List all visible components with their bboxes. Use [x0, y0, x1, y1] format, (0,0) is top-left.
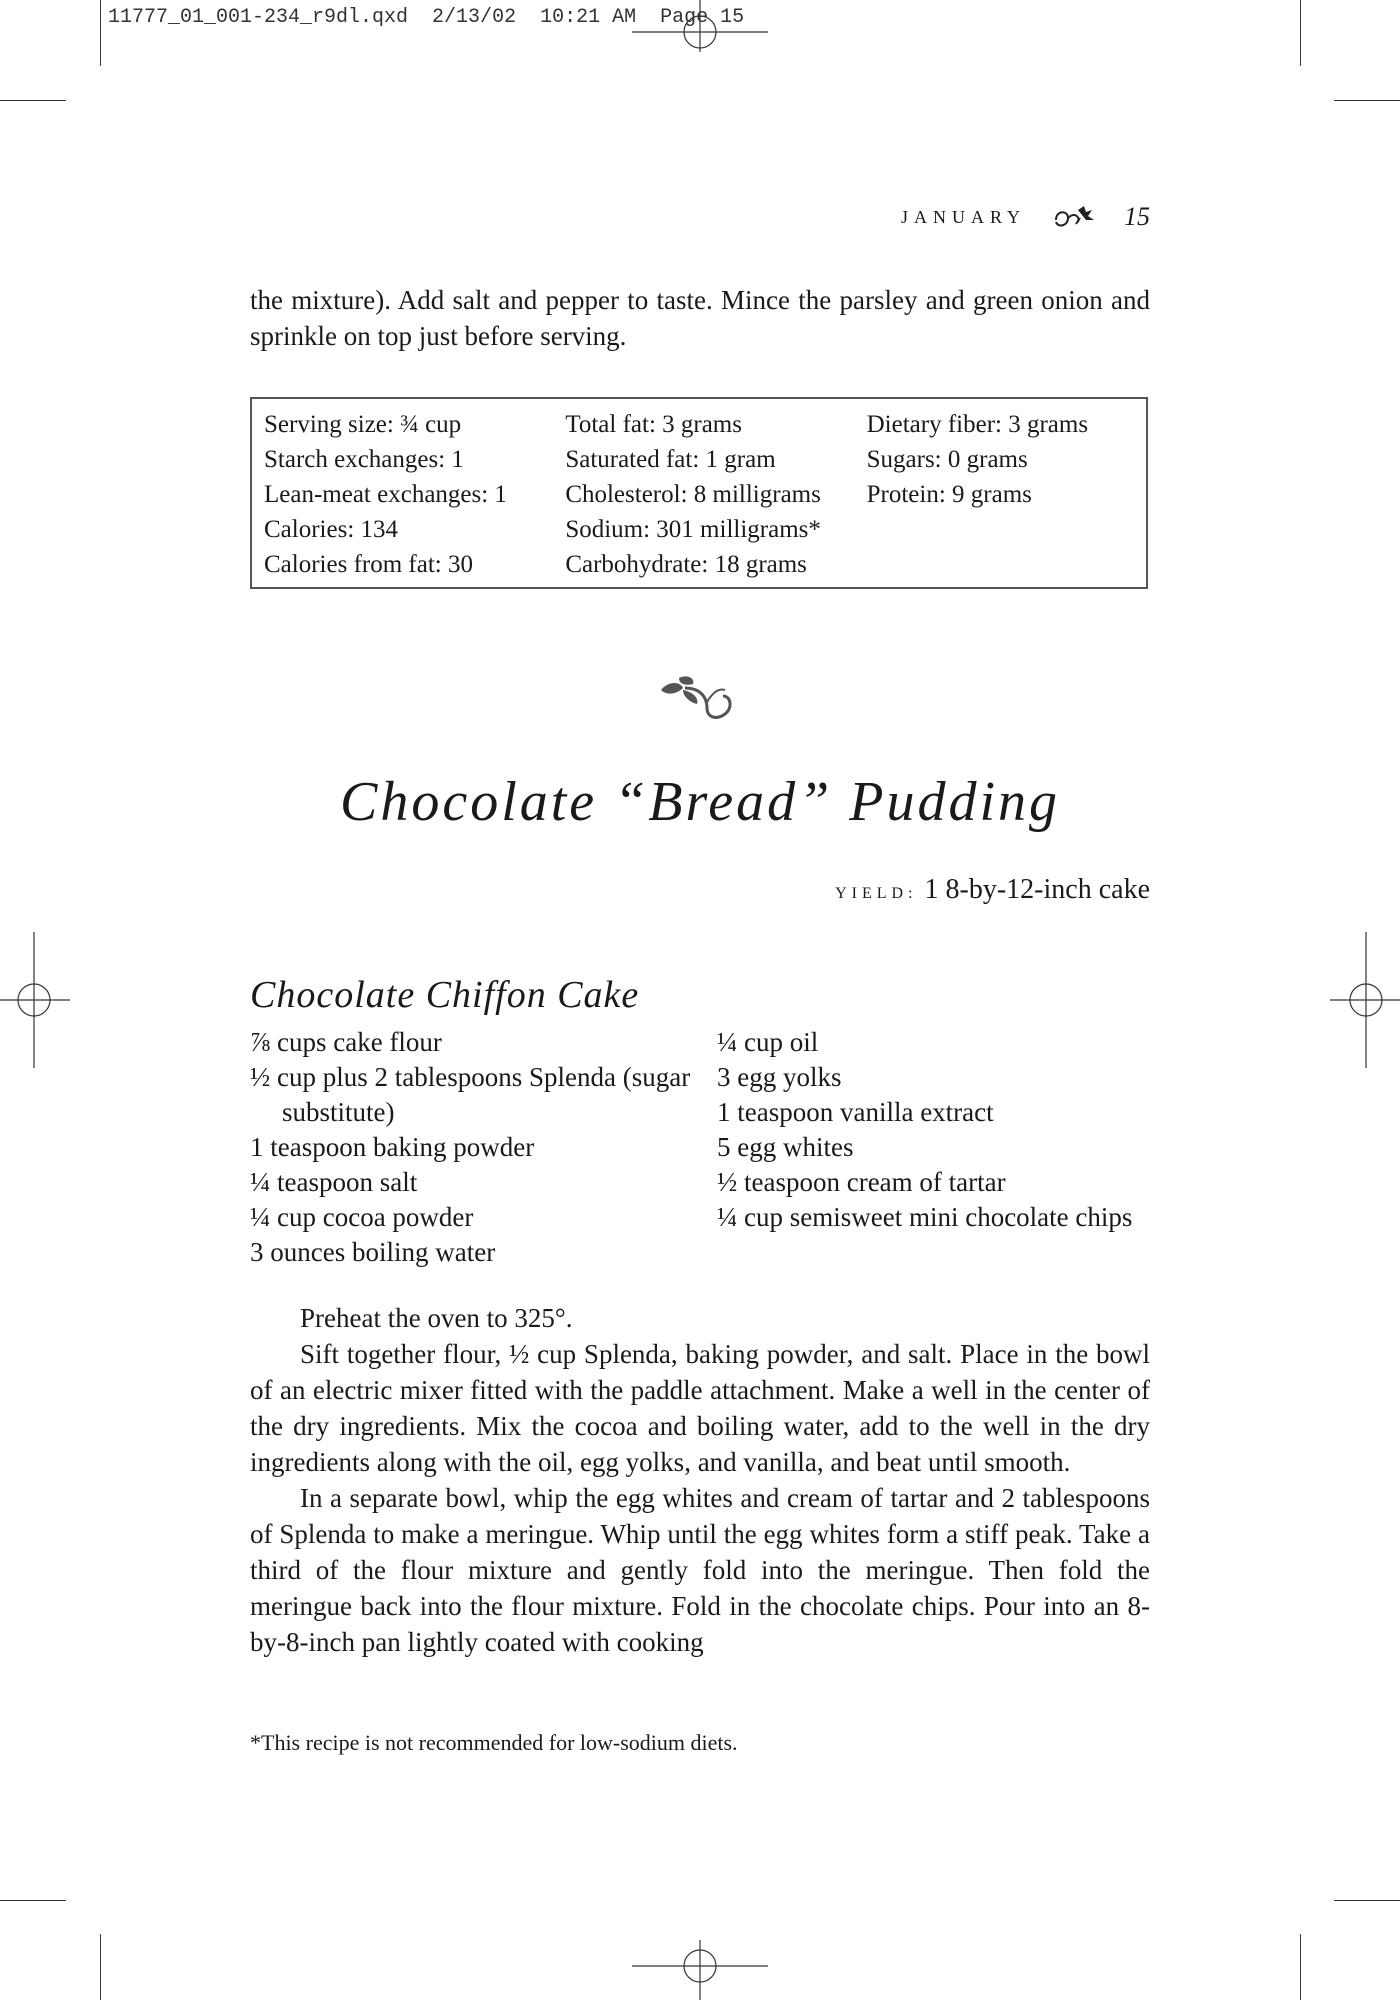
ingredient-item: 3 ounces boiling water: [250, 1237, 496, 1267]
ingredient-item: 5 egg whites: [717, 1132, 854, 1162]
nutrition-item: Sugars: 0 grams: [866, 446, 1028, 473]
ingredient-item: ⅞ cups cake flour: [250, 1027, 442, 1057]
nutrition-item: Starch exchanges: 1: [264, 446, 464, 473]
nutrition-item: Saturated fat: 1 gram: [565, 446, 776, 473]
registration-mark-icon: [632, 1940, 768, 2000]
recipe-yield: [835, 874, 1150, 906]
instructions: [250, 1300, 1150, 1660]
leaf-flourish-icon: [655, 668, 745, 728]
subrecipe-title: Chocolate Chiffon Cake: [250, 974, 640, 1016]
registration-mark-icon: [1330, 932, 1400, 1068]
ingredient-item: ¼ cup cocoa powder: [250, 1202, 474, 1232]
ingredient-item: ½ cup plus 2 tablespoons Splenda (sugar substitute): [250, 1062, 691, 1127]
recipe-title: Chocolate “Bread” Pudding: [339, 771, 1060, 833]
nutrition-item: Cholesterol: 8 milligrams: [565, 481, 821, 508]
running-head-section: JANUARY: [900, 206, 1026, 227]
yield-value: 1 8-by-12-inch cake: [924, 874, 1150, 905]
yield-label: YIELD:: [835, 885, 918, 902]
nutrition-item: Serving size: ¾ cup: [264, 411, 462, 438]
footnote: *This recipe is not recommended for low-sodium diets.: [250, 1730, 738, 1755]
ingredient-list: [717, 1025, 1157, 1235]
crop-mark: [0, 100, 66, 101]
nutrition-item: Calories: 134: [264, 516, 399, 543]
instruction-paragraph: Sift together flour, ½ cup Splenda, baking powder, and salt. Place in the bowl of an electric mixer fitted with the paddle attachment. Make a well in the center of the dry ingredients. Mix the cocoa and boiling water, add to the well in the dry ingredients along with the oil, egg yolks, and vanilla, and beat until smooth.: [250, 1339, 1150, 1477]
nutrition-column: [867, 407, 1146, 587]
nutrition-item: Lean-meat exchanges: 1: [264, 481, 507, 508]
nutrition-item: Total fat: 3 grams: [565, 411, 742, 438]
crop-mark: [1334, 1900, 1400, 1901]
nutrition-column: [264, 407, 565, 587]
ingredient-item: 1 teaspoon vanilla extract: [717, 1097, 994, 1127]
ingredient-item: ½ teaspoon cream of tartar: [717, 1167, 1006, 1197]
nutrition-column: [565, 407, 866, 587]
ingredient-item: 1 teaspoon baking powder: [250, 1132, 535, 1162]
nutrition-item: Sodium: 301 milligrams*: [565, 516, 821, 543]
page-number: 15: [1124, 202, 1150, 231]
flourish-icon: [1050, 202, 1100, 232]
crop-mark: [100, 1934, 101, 2000]
nutrition-item: Dietary fiber: 3 grams: [866, 411, 1089, 438]
crop-mark: [100, 0, 101, 66]
instruction-paragraph: Preheat the oven to 325°.: [300, 1303, 573, 1333]
ingredient-item: ¼ cup oil: [717, 1027, 819, 1057]
ingredient-item: ¼ teaspoon salt: [250, 1167, 418, 1197]
crop-mark: [1300, 0, 1301, 66]
crop-mark: [0, 1900, 66, 1901]
ingredient-list: [250, 1025, 710, 1270]
nutrition-item: Carbohydrate: 18 grams: [565, 551, 807, 578]
slug-line: 11777_01_001-234_r9dl.qxd 2/13/02 10:21 AM Page 15: [108, 6, 745, 29]
running-head: [901, 202, 1150, 232]
crop-mark: [1334, 100, 1400, 101]
nutrition-item: Protein: 9 grams: [866, 481, 1032, 508]
ingredient-item: 3 egg yolks: [717, 1062, 842, 1092]
instruction-paragraph: In a separate bowl, whip the egg whites and cream of tartar and 2 tablespoons of Splenda to make a meringue. Whip until the egg whites form a stiff peak. Take a third of the flour mixture and gently fold into the meringue. Then fold the meringue back into the flour mixture. Fold in the chocolate chips. Pour into an 8-by-8-inch pan lightly coated with cooking: [250, 1483, 1150, 1657]
nutrition-item: Calories from fat: 30: [264, 551, 473, 578]
registration-mark-icon: [0, 932, 70, 1068]
intro-paragraph: the mixture). Add salt and pepper to taste. Mince the parsley and green onion and sprinkle on top just before serving.: [250, 285, 1150, 351]
crop-mark: [1300, 1934, 1301, 2000]
ingredient-item: ¼ cup semisweet mini chocolate chips: [717, 1202, 1133, 1232]
nutrition-box: [250, 397, 1148, 589]
